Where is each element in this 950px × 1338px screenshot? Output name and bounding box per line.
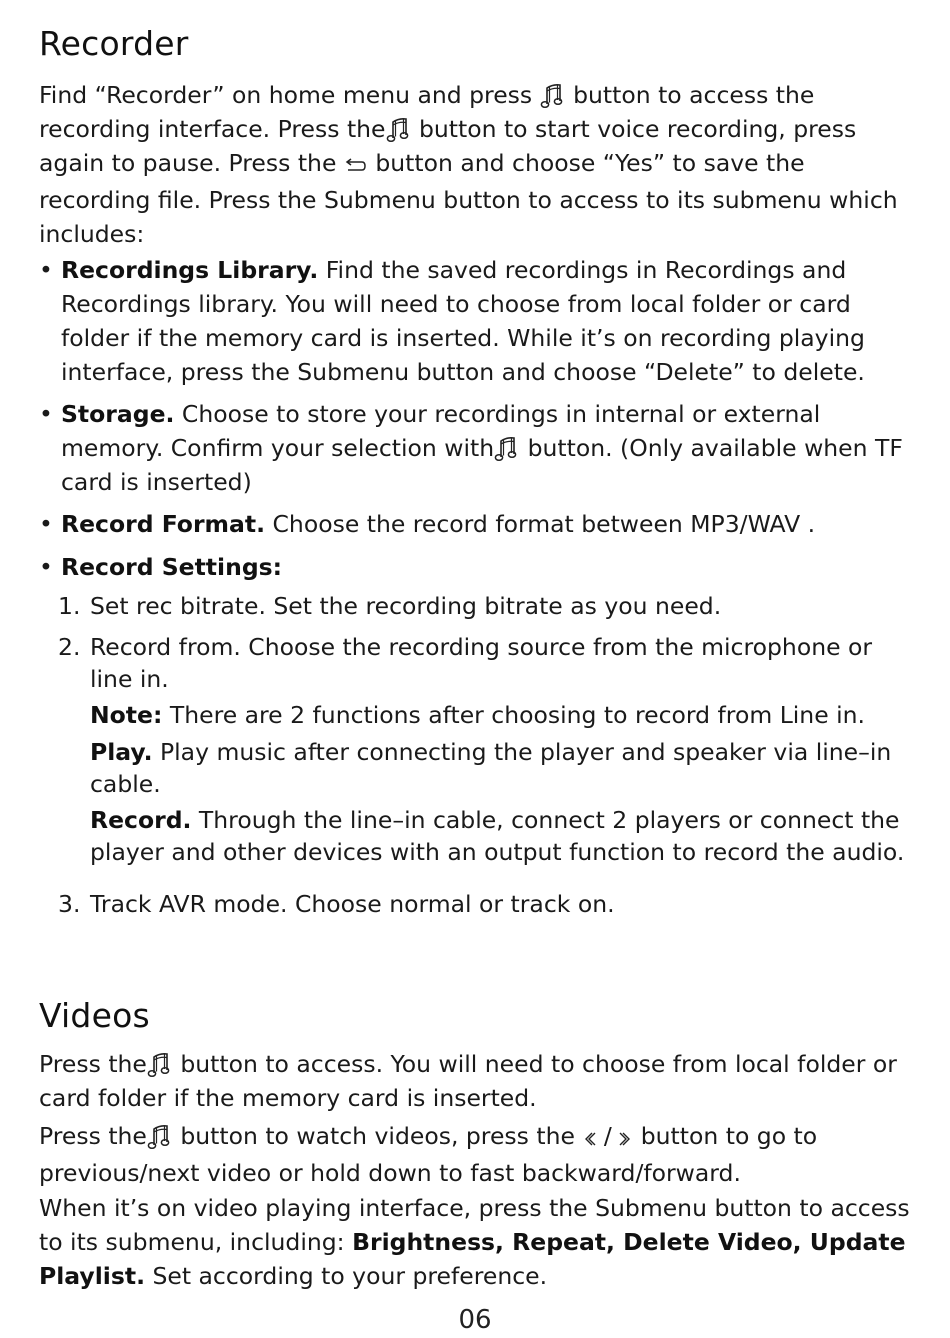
previous-chevron-icon — [582, 1122, 596, 1156]
note-line-in: Note: There are 2 functions after choosing to record from Line in. — [90, 701, 866, 729]
music-note-button-icon — [147, 1051, 173, 1079]
note-play: Play. Play music after connecting the player and speaker via line–in cable. — [90, 738, 892, 798]
recorder-intro: Find “Recorder” on home menu and press button to access the recording interface. Press the button to start voice recording, press again to pause. Press the button and choose “Yes” to save the recording file. Press the Submenu button to access to its submenu which includes: — [39, 81, 898, 248]
videos-para-1: Press the button to access. You will need to choose from local folder or card folder if the memory card is inserted. — [39, 1050, 897, 1112]
page-number: 06 — [458, 1305, 492, 1335]
music-note-button-icon — [494, 435, 520, 463]
music-note-button-icon — [147, 1123, 173, 1151]
setting-item-3: 3. Track AVR mode. Choose normal or track on. — [58, 890, 615, 918]
bullet-recordings-library: • Recordings Library. Find the saved recordings in Recordings and Recordings library. You will need to choose from local folder or card folder if the memory card is inserted. While it’s on recording playing interface, press the Submenu button and choose “Delete” to delete. — [39, 256, 865, 386]
setting-item-2: 2. Record from. Choose the recording source from the microphone or line in. — [58, 633, 873, 693]
setting-item-1: 1. Set rec bitrate. Set the recording bitrate as you need. — [58, 592, 722, 620]
back-arrow-icon — [344, 149, 368, 183]
bullet-record-settings: • Record Settings: — [39, 553, 283, 581]
videos-para-3: When it’s on video playing interface, press the Submenu button to access to its submenu, including: Brightness, Repeat, Delete Video, Update Playlist. Set according to your preference. — [39, 1194, 910, 1290]
bullet-record-format: • Record Format. Choose the record format between MP3/WAV . — [39, 510, 816, 538]
recorder-heading: Recorder — [39, 24, 189, 63]
note-record: Record. Through the line–in cable, connect 2 players or connect the player and other devices with an output function to record the audio. — [90, 806, 905, 866]
music-note-button-icon — [386, 116, 412, 144]
videos-para-2: Press the button to watch videos, press the / button to go to previous/next video or hold down to fast backward/forward. — [39, 1122, 818, 1187]
next-chevron-icon — [619, 1122, 633, 1156]
music-note-button-icon — [540, 82, 566, 110]
bullet-storage: • Storage. Choose to store your recordings in internal or external memory. Confirm your selection with button. (Only available when TF card is inserted) — [39, 400, 903, 496]
videos-heading: Videos — [39, 996, 150, 1035]
